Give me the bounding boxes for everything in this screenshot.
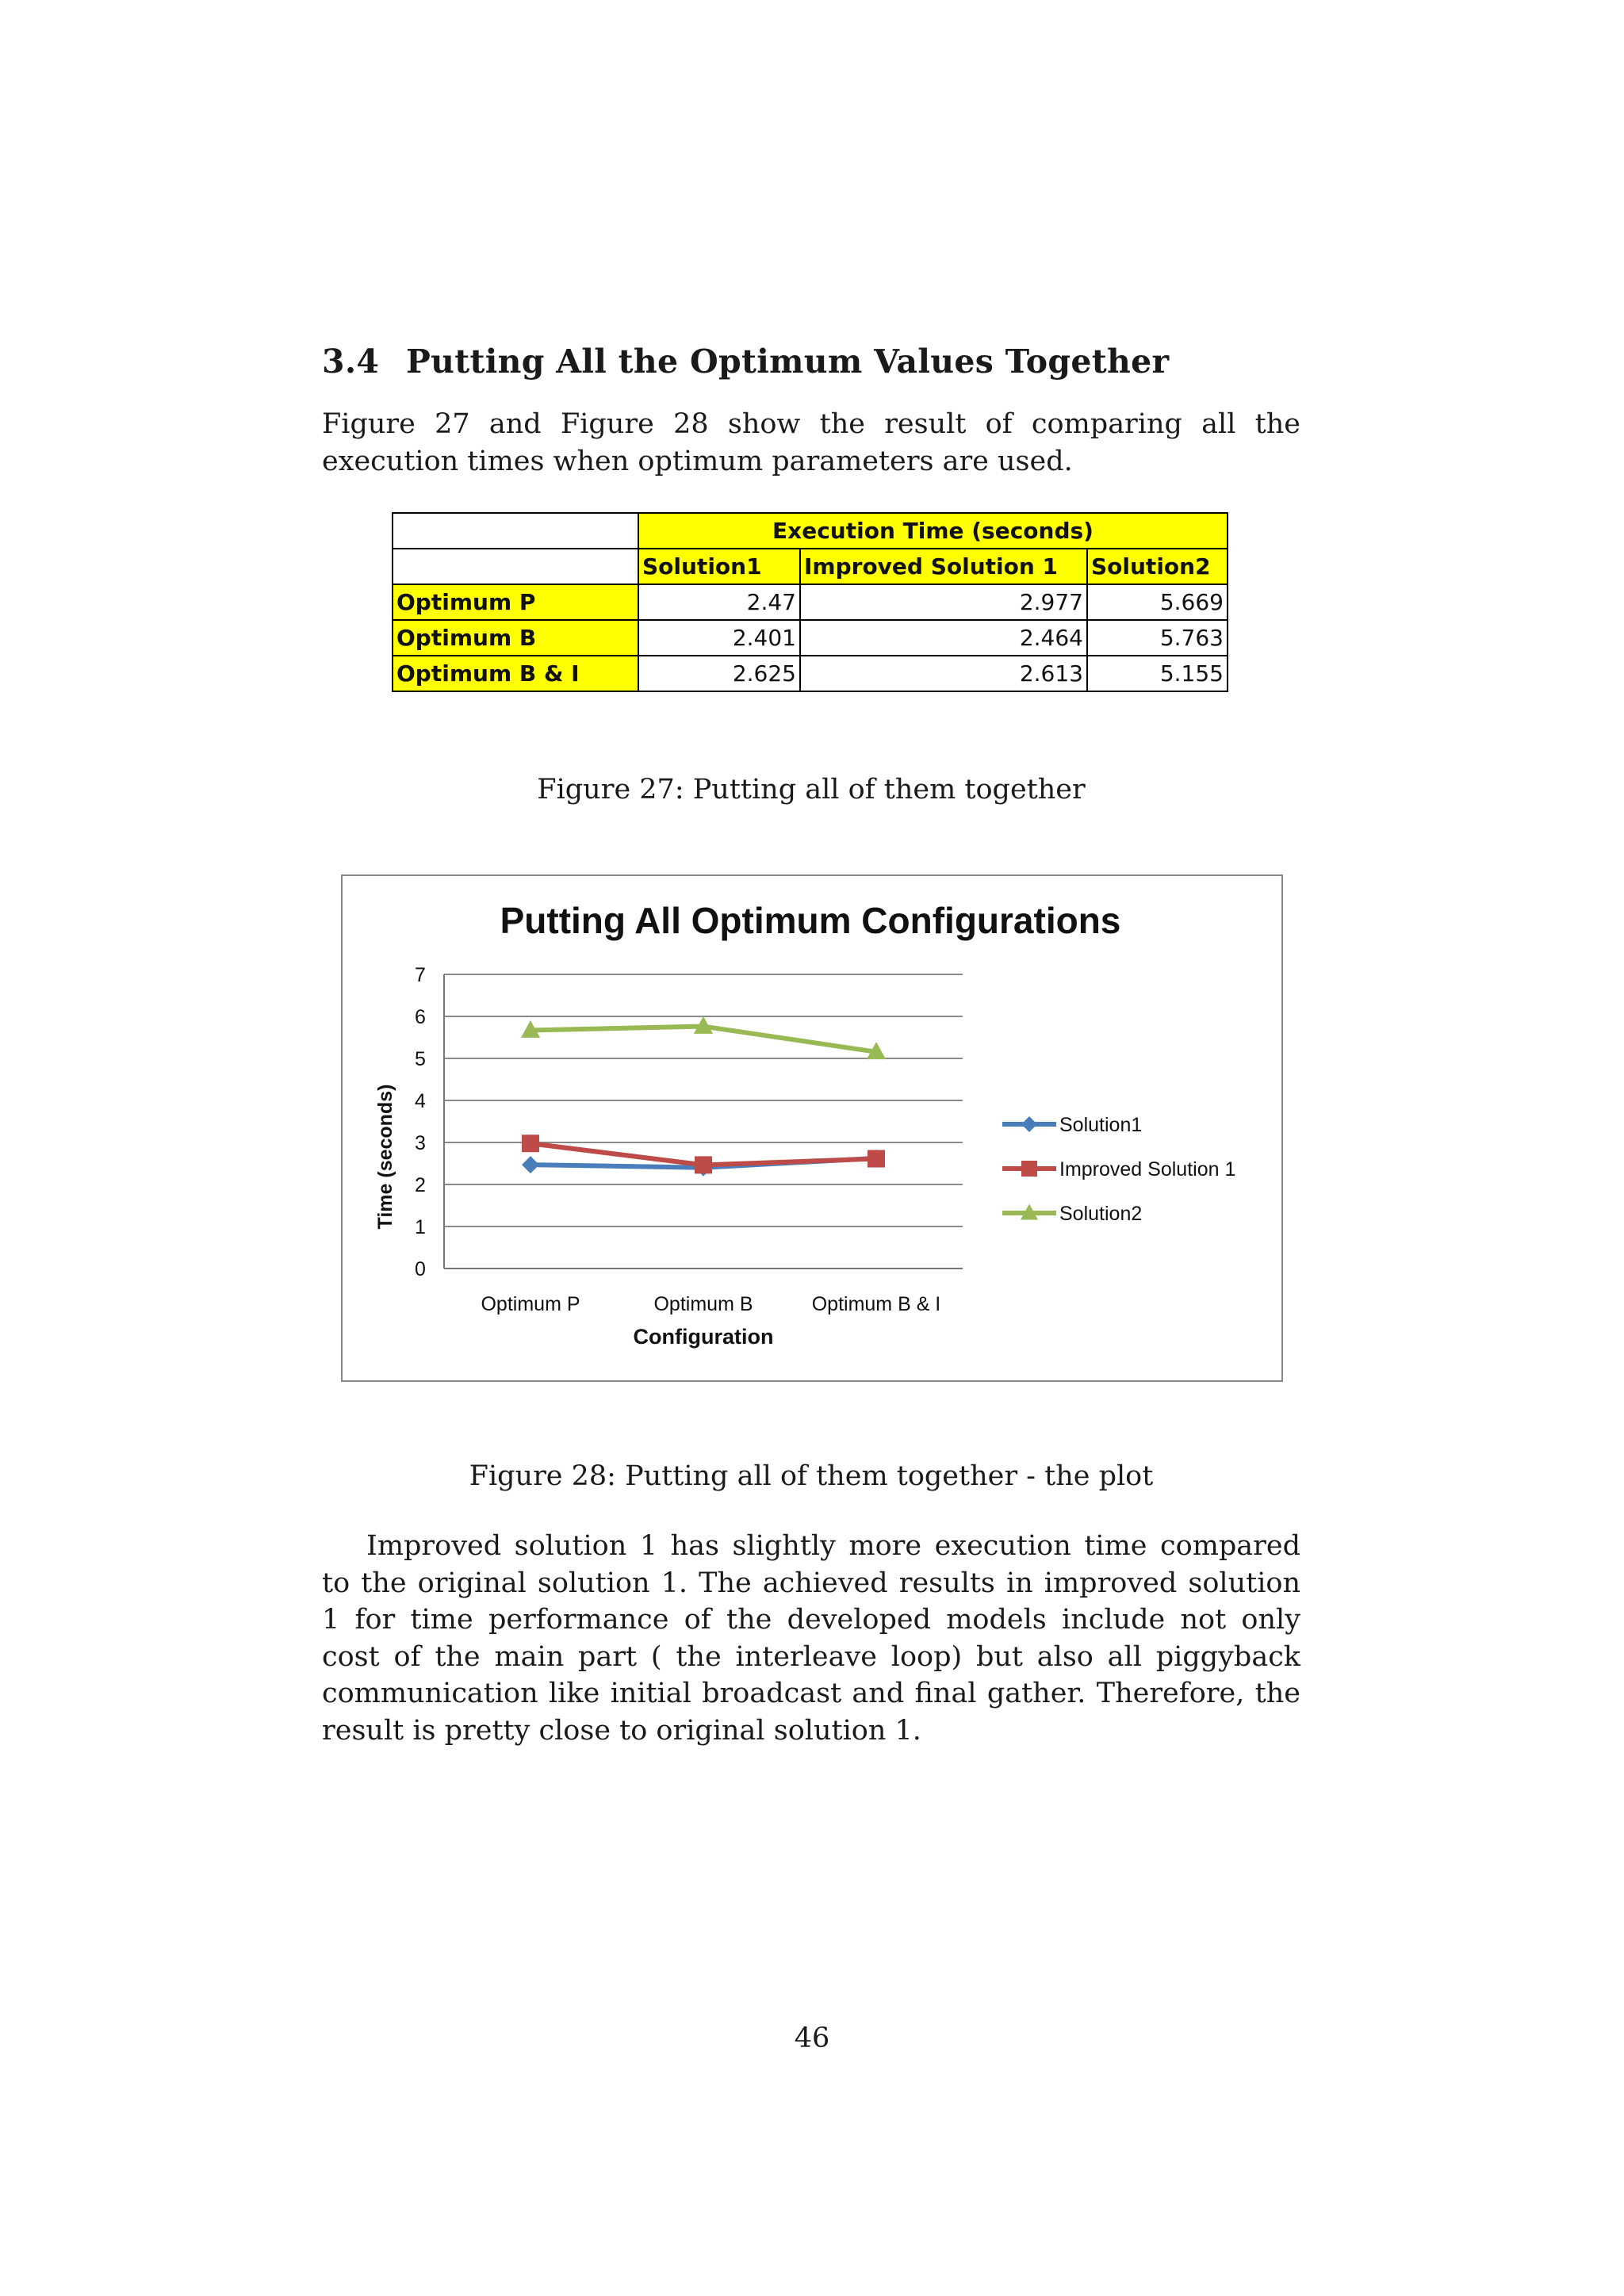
table-cell: 2.464 <box>800 620 1087 656</box>
legend <box>1002 1114 1235 1225</box>
table-corner-cell <box>393 513 638 549</box>
y-tick-label: 0 <box>415 1258 426 1280</box>
legend-entry: Solution2 <box>1059 1203 1143 1225</box>
table-corner-cell <box>393 549 638 584</box>
table-cell: 2.47 <box>638 584 800 620</box>
table-cell: 2.625 <box>638 656 800 691</box>
page-number: 46 <box>794 2022 830 2054</box>
legend-marker <box>1021 1116 1037 1132</box>
data-point <box>522 1156 539 1173</box>
x-tick-label: Optimum B <box>653 1293 753 1315</box>
chart-title: Putting All Optimum Configurations <box>500 900 1121 941</box>
x-axis-ticks <box>481 1293 940 1315</box>
table-column-header: Solution2 <box>1087 549 1228 584</box>
legend-marker <box>1021 1161 1037 1177</box>
x-tick-label: Optimum P <box>481 1293 580 1315</box>
y-tick-label: 4 <box>415 1090 426 1112</box>
body-paragraph: Improved solution 1 has slightly more execution time compared to the original solution 1. The achieved results in improved solution 1 for time performance of the developed models include not only cost of the main part ( the interleave loop) but also all piggyback communication like initial broadcast and final gather. Therefore, the result is pretty close to original solution 1. <box>322 1530 1300 1747</box>
table-group-header: Execution Time (seconds) <box>638 513 1228 549</box>
table-cell: 5.155 <box>1087 656 1228 691</box>
table-row <box>393 656 1228 691</box>
line-chart-frame <box>341 874 1283 1382</box>
table-cell: 2.401 <box>638 620 800 656</box>
table-cell: 2.977 <box>800 584 1087 620</box>
y-tick-label: 5 <box>415 1048 426 1070</box>
x-tick-label: Optimum B & I <box>811 1293 941 1315</box>
y-axis-ticks <box>415 964 426 1280</box>
y-tick-label: 6 <box>415 1006 426 1028</box>
series-lines <box>521 1016 886 1177</box>
table-cell: 2.613 <box>800 656 1087 691</box>
section-number: 3.4 <box>322 342 380 381</box>
y-tick-label: 1 <box>415 1216 426 1238</box>
table-row-label: Optimum P <box>393 584 638 620</box>
table-row-label: Optimum B <box>393 620 638 656</box>
table-row <box>393 620 1228 656</box>
data-point <box>522 1135 539 1152</box>
x-axis-title: Configuration <box>633 1325 774 1349</box>
table-column-header: Improved Solution 1 <box>800 549 1087 584</box>
legend-entry: Solution1 <box>1059 1114 1143 1136</box>
section-title: Putting All the Optimum Values Together <box>406 342 1170 381</box>
intro-paragraph: Figure 27 and Figure 28 show the result of comparing all the execution times when optimum parameters are used. <box>322 408 1300 477</box>
y-tick-label: 2 <box>415 1174 426 1196</box>
data-point <box>695 1156 712 1173</box>
table-cell: 5.763 <box>1087 620 1228 656</box>
table-row-label: Optimum B & I <box>393 656 638 691</box>
table-row <box>393 584 1228 620</box>
legend-entry: Improved Solution 1 <box>1059 1158 1236 1181</box>
data-point <box>868 1150 885 1168</box>
table-group-header-row <box>393 513 1228 549</box>
table-cell: 5.669 <box>1087 584 1228 620</box>
table-column-header: Solution1 <box>638 549 800 584</box>
y-axis-title: Time (seconds) <box>374 1084 396 1230</box>
figure-27-caption: Figure 27: Putting all of them together <box>537 774 1086 806</box>
figure-28-caption: Figure 28: Putting all of them together - the plot <box>469 1460 1154 1492</box>
y-tick-label: 7 <box>415 964 426 986</box>
y-tick-label: 3 <box>415 1132 426 1154</box>
table-column-header-row <box>393 549 1228 584</box>
line-chart <box>343 876 1281 1380</box>
section-heading <box>322 342 1169 381</box>
execution-time-table <box>392 512 1228 692</box>
